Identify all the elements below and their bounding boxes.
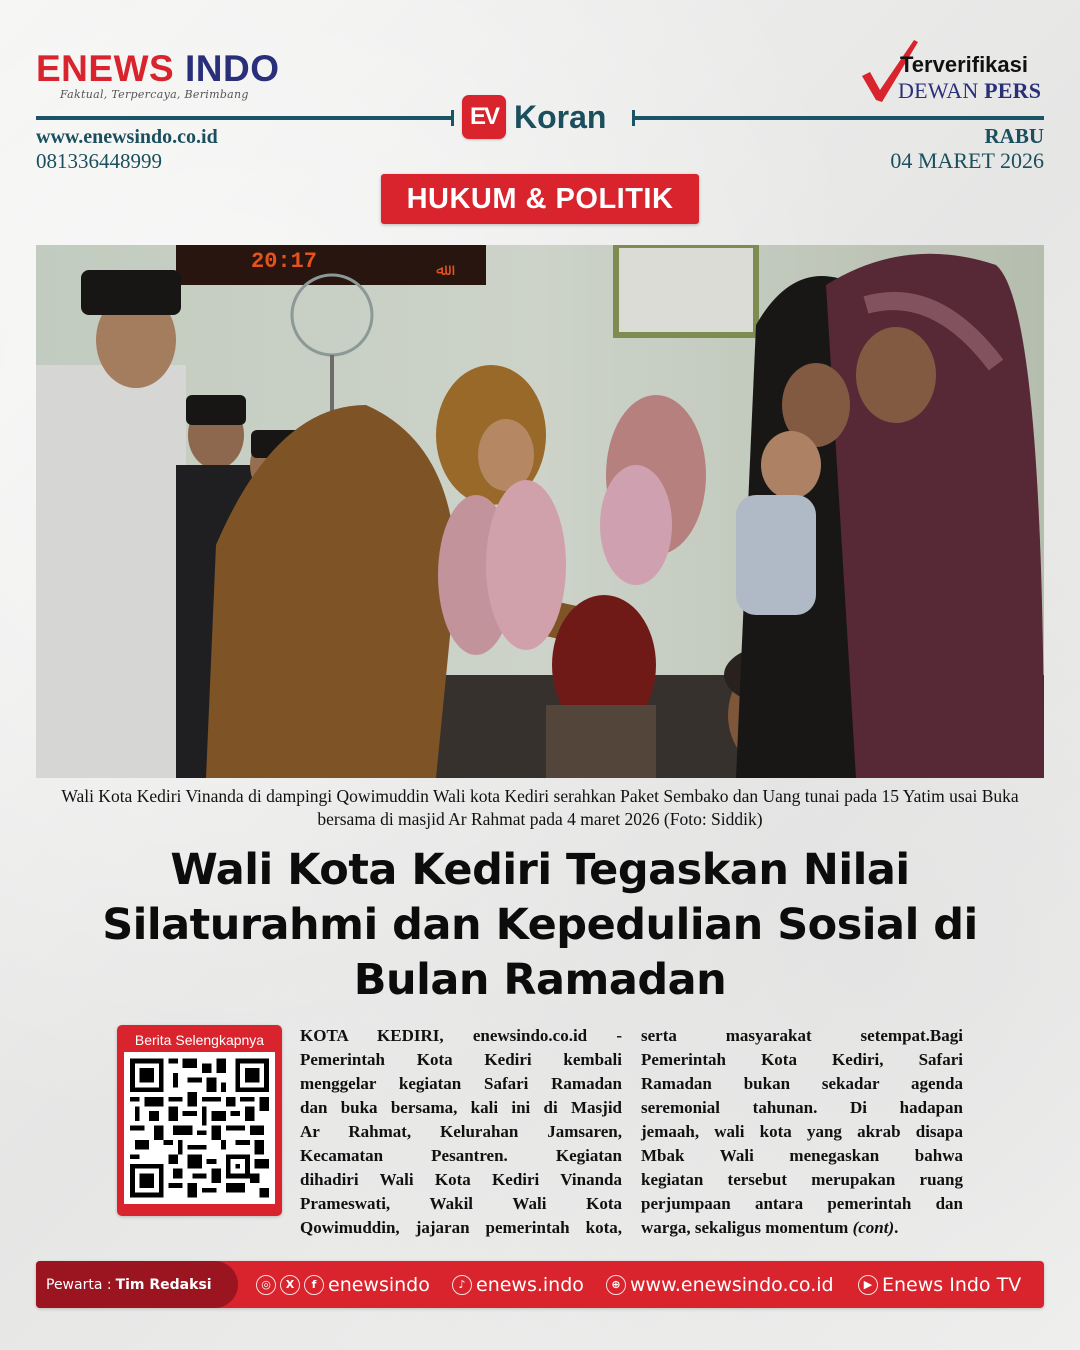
article-photo xyxy=(36,245,1044,778)
edition-label: Koran xyxy=(514,98,607,135)
qr-code-card[interactable] xyxy=(117,1025,282,1216)
brand-logo xyxy=(36,50,279,87)
ev-logo-icon: EV xyxy=(462,95,506,139)
edition-badge xyxy=(462,95,606,139)
tiktok-icon[interactable]: ♪ xyxy=(452,1275,472,1295)
globe-icon: ⊕ xyxy=(606,1275,626,1295)
tiktok-handle[interactable]: ♪ enews.indo xyxy=(452,1261,584,1308)
footer-bar xyxy=(36,1261,1044,1308)
x-icon[interactable]: X xyxy=(280,1275,300,1295)
header-divider-left xyxy=(36,116,454,120)
youtube-channel[interactable]: ▶ Enews Indo TV xyxy=(858,1261,1021,1308)
verified-text: Terverifikasi xyxy=(900,52,1029,77)
article-headline xyxy=(40,843,1040,1008)
footer-website[interactable]: ⊕ www.enewsindo.co.id xyxy=(606,1261,834,1308)
social-handle-main[interactable]: ◎ X f enewsindo xyxy=(256,1261,430,1308)
headline-line-2: Silaturahmi dan Kepedulian Sosial di xyxy=(102,900,978,950)
youtube-icon[interactable]: ▶ xyxy=(858,1275,878,1295)
facebook-icon[interactable]: f xyxy=(304,1275,324,1295)
article-body-column-1: KOTA KEDIRI, enewsindo.co.id - Pemerintah Kota Kediri kembali menggelar kegiatan Safari Ramadan dan buka bersama, kali ini di Masjid Ar Rahmat, Kelurahan Jamsaren, Kecamatan Pesantren. Kegiatan dihadiri Wali Kota Kediri Vinanda Prameswati, Wakil Wali Kota Qowimuddin, jajaran pemerintah kota, xyxy=(300,1026,622,1237)
qr-code-icon[interactable] xyxy=(124,1052,275,1204)
headline-line-3: Bulan Ramadan xyxy=(353,955,727,1005)
issue-day: RABU xyxy=(984,124,1044,148)
press-council-text: DEWAN PERS xyxy=(898,78,1042,103)
photo-illustration xyxy=(36,245,1044,778)
brand-tagline: Faktual, Terpercaya, Berimbang xyxy=(60,88,249,101)
website-link[interactable]: www.enewsindo.co.id xyxy=(36,126,218,148)
reporter-name: Tim Redaksi xyxy=(115,1276,212,1293)
instagram-icon[interactable]: ◎ xyxy=(256,1275,276,1295)
reporter-credit: Pewarta : Tim Redaksi xyxy=(36,1261,238,1308)
header-divider-right xyxy=(632,116,1044,120)
brand-name-part1: ENEWS xyxy=(36,48,175,89)
issue-date: 04 MARET 2026 xyxy=(890,148,1044,173)
headline-line-1: Wali Kota Kediri Tegaskan Nilai xyxy=(170,845,910,895)
brand-name-part2: INDO xyxy=(184,48,280,89)
article-body-column-2: serta masyarakat setempat.Bagi Pemerintah Kota Kediri, Safari Ramadan bukan sekadar agenda seremonial tahunan. Di hadapan jemaah, wali kota yang akrab disapa Mbak Wali menegaskan bahwa kegiatan tersebut merupakan ruang perjumpaan antara pemerintah dan warga, sekaligus momentum (cont). xyxy=(641,1026,963,1237)
phone-number: 081336448999 xyxy=(36,149,162,173)
photo-caption: Wali Kota Kediri Vinanda di dampingi Qowimuddin Wali kota Kediri serahkan Paket Sembako dan Uang tunai pada 15 Yatim usai Buka bersama di masjid Ar Rahmat pada 4 maret 2026 (Foto: Siddik) xyxy=(61,786,1019,829)
category-label: HUKUM & POLITIK xyxy=(381,174,699,224)
qr-title: Berita Selengkapnya xyxy=(134,1032,265,1048)
continued-marker[interactable]: (cont) xyxy=(852,1218,895,1237)
verified-badge xyxy=(858,38,1048,104)
